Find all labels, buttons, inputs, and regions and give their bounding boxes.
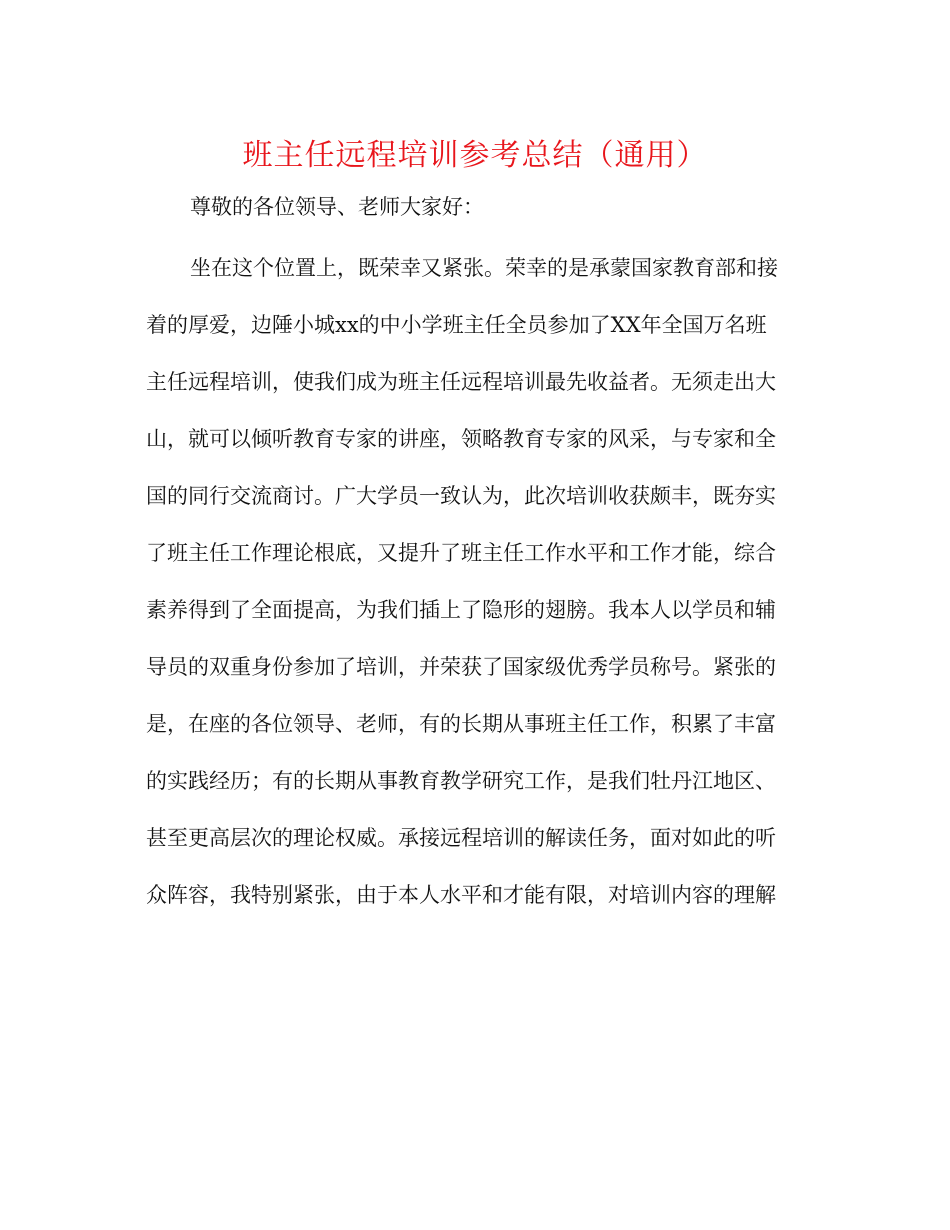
paragraph-line: 主任远程培训，使我们成为班主任远程培训最先收益者。无须走出大 [146, 370, 776, 394]
paragraph-line: 着的厚爱，边陲小城xx的中小学班主任全员参加了XX年全国万名班 [146, 313, 767, 337]
document-title: 班主任远程培训参考总结（通用） [242, 138, 708, 173]
paragraph-line: 的实践经历；有的长期从事教育教学研究工作，是我们牡丹江地区、 [146, 769, 776, 793]
paragraph-line: 国的同行交流商讨。广大学员一致认为，此次培训收获颇丰，既夯实 [146, 484, 776, 508]
paragraph-line: 了班主任工作理论根底，又提升了班主任工作水平和工作才能，综合 [146, 541, 776, 565]
paragraph-line: 坐在这个位置上，既荣幸又紧张。荣幸的是承蒙国家教育部和接 [190, 256, 778, 280]
body-paragraph [146, 248, 806, 932]
paragraph-line: 山，就可以倾听教育专家的讲座，领略教育专家的风采，与专家和全 [146, 427, 776, 451]
paragraph-line: 导员的双重身份参加了培训，并荣获了国家级优秀学员称号。紧张的 [146, 655, 776, 679]
greeting-line: 尊敬的各位领导、老师大家好： [190, 195, 484, 219]
paragraph-line: 素养得到了全面提高，为我们插上了隐形的翅膀。我本人以学员和辅 [146, 598, 776, 622]
paragraph-line: 甚至更高层次的理论权威。承接远程培训的解读任务，面对如此的听 [146, 826, 776, 850]
paragraph-line: 众阵容，我特别紧张，由于本人水平和才能有限，对培训内容的理解 [146, 883, 776, 907]
paragraph-line: 是，在座的各位领导、老师，有的长期从事班主任工作，积累了丰富 [146, 712, 776, 736]
